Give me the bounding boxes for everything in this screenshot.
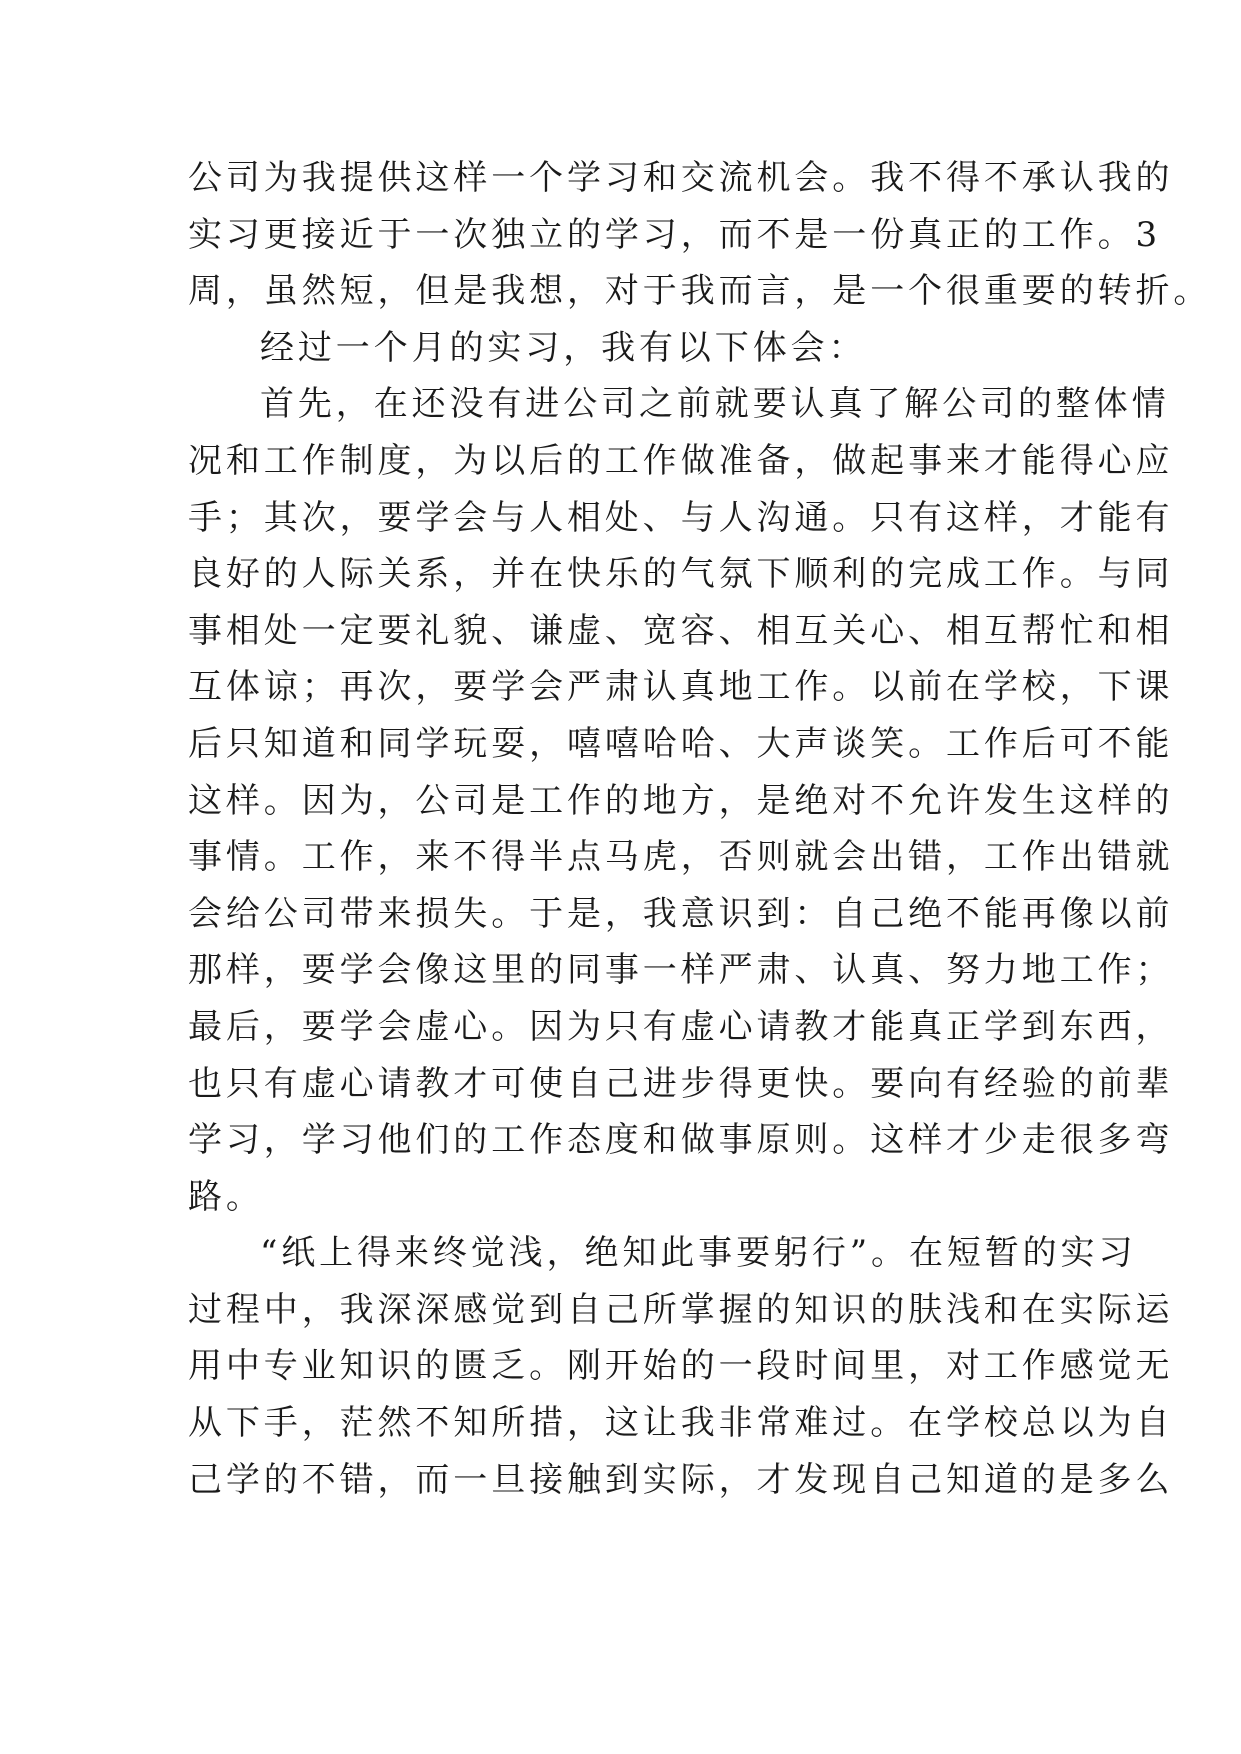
text-line: 那样，要学会像这里的同事一样严肃、认真、努力地工作； [188,950,1174,991]
text-line: 互体谅；再次，要学会严肃认真地工作。以前在学校，下课 [188,667,1174,708]
text-line: 事情。工作，来不得半点马虎，否则就会出错，工作出错就 [188,837,1174,878]
text-line: 事相处一定要礼貌、谦虚、宽容、相互关心、相互帮忙和相 [188,610,1174,651]
text-line: 也只有虚心请教才可使自己进步得更快。要向有经验的前辈 [188,1063,1174,1104]
body-text [188,150,1212,1508]
text-line: 从下手，茫然不知所措，这让我非常难过。在学校总以为自 [188,1403,1174,1444]
text-line: 这样。因为，公司是工作的地方，是绝对不允许发生这样的 [188,780,1174,821]
text-line: 路。 [188,1176,264,1217]
text-line: 首先，在还没有进公司之前就要认真了解公司的整体情 [260,384,1170,425]
text-line: “纸上得来终觉浅，绝知此事要躬行”。在短暂的实习 [260,1233,1137,1274]
text-line: 最后，要学会虚心。因为只有虚心请教才能真正学到东西， [188,1006,1174,1047]
text-line: 手；其次，要学会与人相处、与人沟通。只有这样，才能有 [188,497,1174,538]
text-line: 学习，学习他们的工作态度和做事原则。这样才少走很多弯 [188,1120,1174,1161]
text-line: 良好的人际关系，并在快乐的气氛下顺利的完成工作。与同 [188,554,1174,595]
text-line: 后只知道和同学玩耍，嘻嘻哈哈、大声谈笑。工作后可不能 [188,723,1174,764]
text-line: 公司为我提供这样一个学习和交流机会。我不得不承认我的 [188,158,1174,198]
text-line: 过程中，我深深感觉到自己所掌握的知识的肤浅和在实际运 [188,1289,1174,1330]
text-line: 己学的不错，而一旦接触到实际，才发现自己知道的是多么 [188,1459,1174,1500]
text-line: 周，虽然短，但是我想，对于我而言，是一个很重要的转折。 [188,271,1212,312]
text-line: 会给公司带来损失。于是，我意识到：自己绝不能再像以前 [188,893,1174,934]
text-line: 经过一个月的实习，我有以下体会： [260,327,867,368]
text-line: 用中专业知识的匮乏。刚开始的一段时间里，对工作感觉无 [188,1346,1174,1387]
text-line: 况和工作制度，为以后的工作做准备，做起事来才能得心应 [188,440,1174,481]
text-line: 实习更接近于一次独立的学习，而不是一份真正的工作。3 [188,214,1162,255]
